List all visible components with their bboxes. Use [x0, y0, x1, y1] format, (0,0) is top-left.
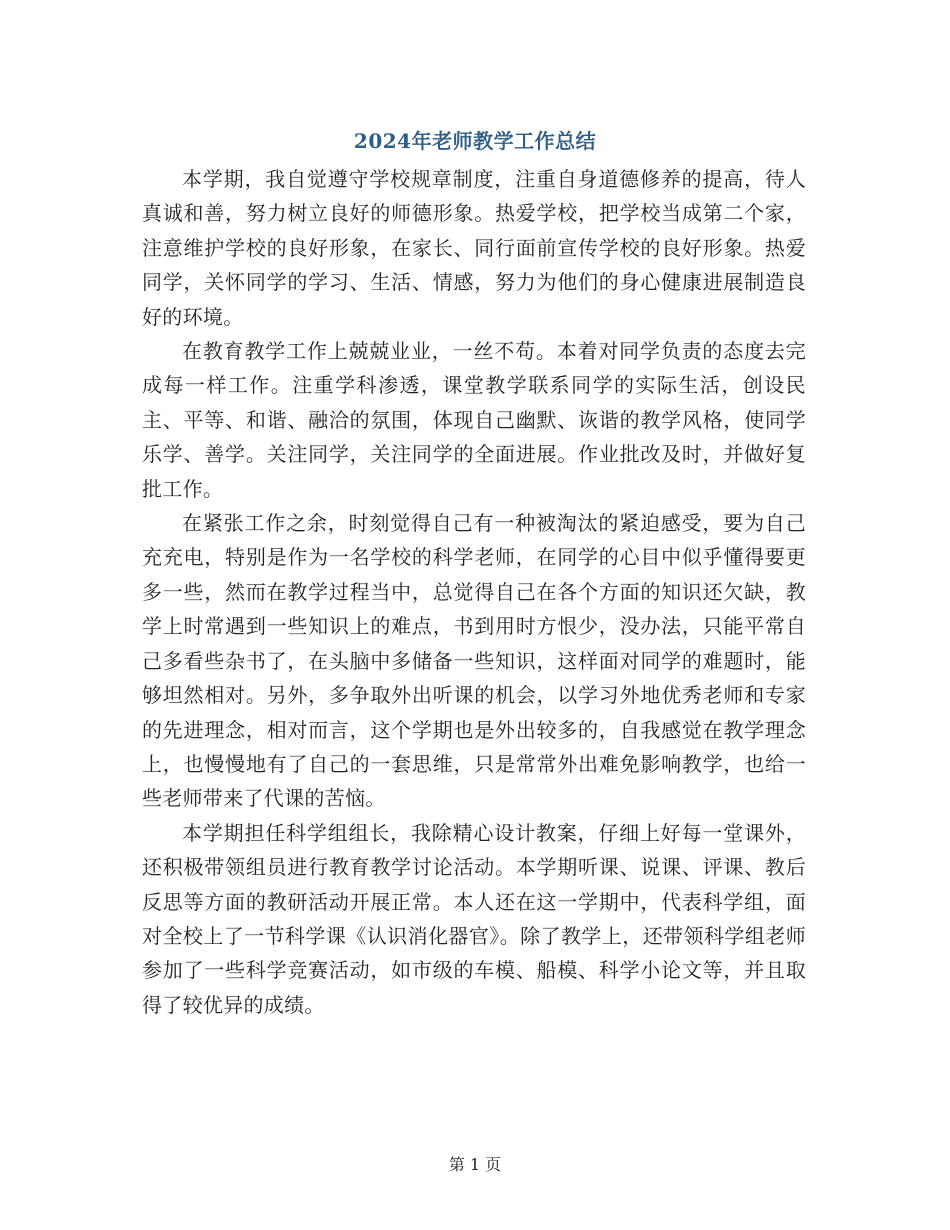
document-title: 2024年老师教学工作总结 — [353, 129, 597, 154]
document-body — [142, 162, 806, 1022]
paragraph-3: 在紧张工作之余，时刻觉得自己有一种被淘汰的紧迫感受，要为自己充充电，特别是作为一名学校的科学老师，在同学的心目中似乎懂得要更多一些，然而在教学过程当中，总觉得自己在各个方面的知识还欠缺，教学上时常遇到一些知识上的难点，书到用时方恨少，没办法，只能平常自己多看些杂书了，在头脑中多储备一些知识，这样面对同学的难题时，能够坦然相对。另外，多争取外出听课的机会，以学习外地优秀老师和专家的先进理念，相对而言，这个学期也是外出较多的，自我感觉在教学理念上，也慢慢地有了自己的一套思维，只是常常外出难免影响教学，也给一些老师带来了代课的苦恼。 — [142, 511, 806, 811]
paragraph-1: 本学期，我自觉遵守学校规章制度，注重自身道德修养的提高，待人真诚和善，努力树立良好的师德形象。热爱学校，把学校当成第二个家，注意维护学校的良好形象，在家长、同行面前宣传学校的良好形象。热爱同学，关怀同学的学习、生活、情感，努力为他们的身心健康进展制造良好的环境。 — [142, 167, 806, 329]
paragraph-2: 在教育教学工作上兢兢业业，一丝不苟。本着对同学负责的态度去完成每一样工作。注重学科渗透，课堂教学联系同学的实际生活，创设民主、平等、和谐、融洽的氛围，体现自己幽默、诙谐的教学风格，使同学乐学、善学。关注同学，关注同学的全面进展。作业批改及时，并做好复批工作。 — [142, 339, 806, 501]
paragraph-4: 本学期担任科学组组长，我除精心设计教案，仔细上好每一堂课外，还积极带领组员进行教育教学讨论活动。本学期听课、说课、评课、教后反思等方面的教研活动开展正常。本人还在这一学期中，代表科学组，面对全校上了一节科学课《认识消化器官》。除了教学上，还带领科学组老师参加了一些科学竞赛活动，如市级的车模、船模、科学小论文等，并且取得了较优异的成绩。 — [142, 820, 806, 1017]
page-number: 第 1 页 — [448, 1155, 502, 1174]
